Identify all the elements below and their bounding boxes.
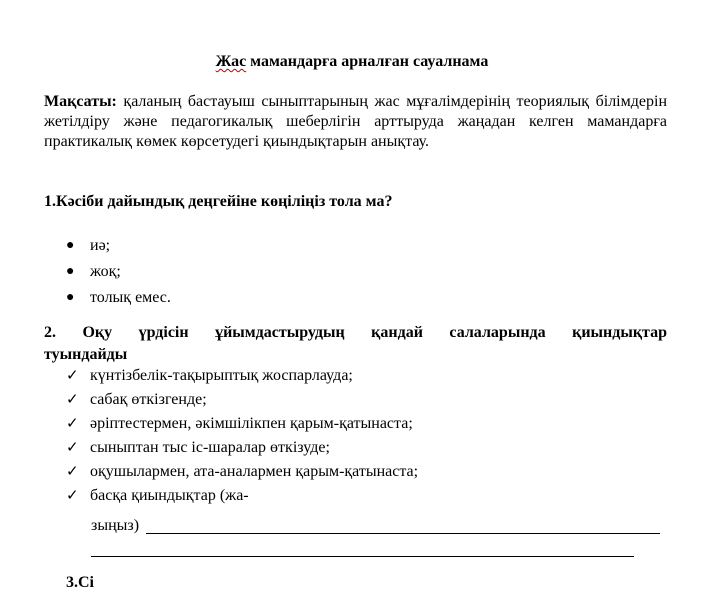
list-item (66, 289, 171, 315)
question-3-partial: 3.Сі (66, 574, 94, 591)
option-text: жоқ; (90, 263, 121, 280)
option-text: толық емес. (90, 289, 171, 306)
purpose-paragraph (44, 92, 667, 152)
checkmark-icon: ✓ (66, 488, 79, 504)
list-item (66, 391, 418, 415)
list-item (66, 439, 418, 463)
bullet-icon: ● (66, 238, 75, 253)
list-item (66, 237, 171, 263)
checkmark-icon: ✓ (66, 416, 79, 432)
spellcheck-word: Жас (215, 53, 247, 70)
option-text: басқа қиындықтар (жа- (90, 487, 249, 504)
list-item (66, 263, 171, 289)
question-2-line-1: 2. Оқу үрдісін ұйымдастырудың қандай салаларында қиындықтар (44, 324, 667, 341)
option-text: сабақ өткізгенде; (90, 391, 207, 408)
list-item (66, 415, 418, 439)
checkmark-icon: ✓ (66, 440, 79, 456)
purpose-label: Мақсаты: (44, 93, 117, 110)
option-text: сыныптан тыс іс-шаралар өткізуде; (90, 439, 330, 456)
checkmark-icon: ✓ (66, 464, 79, 480)
checkmark-icon: ✓ (66, 368, 79, 384)
answer-blank-line[interactable] (91, 556, 634, 557)
other-continuation: зыңыз) (91, 517, 140, 534)
list-item (66, 487, 418, 511)
title-rest: мамандарға арналған сауалнама (246, 53, 489, 70)
bullet-icon: ● (66, 290, 75, 305)
question-2-line-2: туындайды (44, 346, 128, 363)
survey-title (0, 53, 704, 71)
checkmark-icon: ✓ (66, 392, 79, 408)
question-1: 1.Кәсіби дайындық деңгейіне көңіліңіз тола ма? (44, 193, 393, 210)
option-text: күнтізбелік-тақырыптық жоспарлауда; (90, 367, 353, 384)
purpose-text: қаланың бастауыш сыныптарының жас мұғалімдерінің теориялық білімдерін жетілдіру және педагогикалық шеберлігін арттыруда жаңадан келген мамандарға практикалық көмек көрсетудегі қиындықтарын анықтау. (44, 93, 667, 150)
option-text: иә; (90, 237, 111, 254)
question-2-options (66, 367, 418, 511)
question-1-options (66, 237, 171, 315)
list-item (66, 463, 418, 487)
option-text: әріптестермен, әкімшілікпен қарым-қатынаста; (90, 415, 413, 432)
list-item (66, 367, 418, 391)
bullet-icon: ● (66, 264, 75, 279)
answer-blank-line[interactable] (146, 533, 660, 534)
option-text: оқушылармен, ата-аналармен қарым-қатынаста; (90, 463, 419, 480)
